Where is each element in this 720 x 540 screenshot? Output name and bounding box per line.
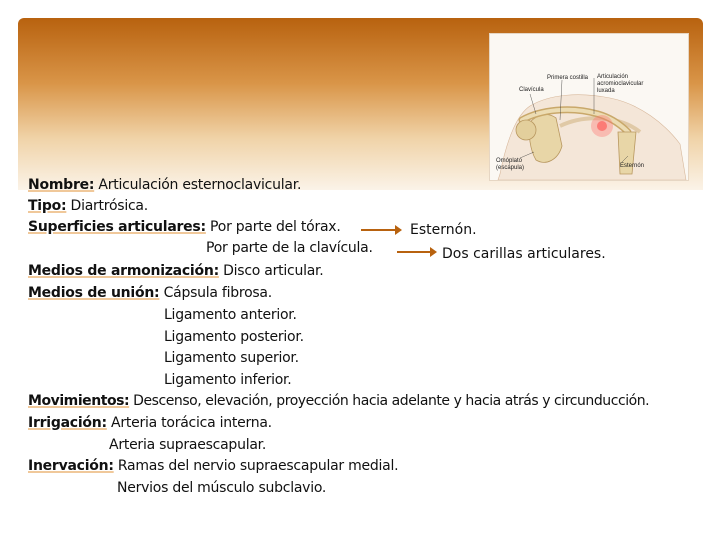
figure-label-line: Omóplato xyxy=(496,158,523,164)
value-tipo: Diartrósica. xyxy=(66,198,148,214)
value-nombre: Articulación esternoclavicular. xyxy=(94,177,302,193)
figure-label-esternon: Esternón xyxy=(620,163,645,169)
arrow-to-esternon xyxy=(361,229,400,231)
line-superficies-clavicula: Por parte de la clavícula. xyxy=(206,240,373,256)
value-inervacion: Ramas del nervio supraescapular medial. xyxy=(113,458,399,474)
term-movimientos: Movimientos: xyxy=(28,393,130,409)
arrow-to-carillas xyxy=(397,251,435,253)
value-movimientos: Descenso, elevación, proyección hacia adelante y hacia atrás y circunducción. xyxy=(129,393,650,409)
list-item-ligamento: Ligamento posterior. xyxy=(164,329,304,345)
term-medios-armonizacion: Medios de armonización: xyxy=(28,263,219,279)
figure-label-omoplato xyxy=(496,158,524,172)
target-esternon: Esternón. xyxy=(410,222,477,238)
figure-label-line: acromioclavicular xyxy=(597,81,644,87)
value-superficies: Por parte del tórax. xyxy=(205,219,341,235)
figure-label-line: Articulación xyxy=(597,74,629,80)
figure-label-clavicula: Clavícula xyxy=(519,87,544,93)
line-inervacion-second: Nervios del músculo subclavio. xyxy=(117,480,327,496)
line-medios-union xyxy=(28,285,272,301)
line-irrigacion-second: Arteria supraescapular. xyxy=(109,437,267,453)
figure-label-line: (escápula) xyxy=(496,165,525,171)
term-inervacion: Inervación: xyxy=(28,458,114,474)
line-superficies xyxy=(28,219,341,235)
value-medios-union: Cápsula fibrosa. xyxy=(159,285,272,301)
line-inervacion xyxy=(28,458,398,474)
line-irrigacion xyxy=(28,415,272,431)
list-item-ligamento: Ligamento anterior. xyxy=(164,307,297,323)
list-item-ligamento: Ligamento inferior. xyxy=(164,372,292,388)
line-movimientos xyxy=(28,393,649,409)
term-superficies: Superficies articulares: xyxy=(28,219,206,235)
figure-label-primera-costilla: Primera costilla xyxy=(547,75,589,81)
term-tipo: Tipo: xyxy=(28,198,67,214)
value-medios-armonizacion: Disco articular. xyxy=(218,263,324,279)
term-irrigacion: Irrigación: xyxy=(28,415,107,431)
list-item-ligamento: Ligamento superior. xyxy=(164,350,299,366)
figure-label-line: luxada xyxy=(597,88,615,94)
target-carillas: Dos carillas articulares. xyxy=(442,246,606,262)
figure-label-articulacion xyxy=(597,74,643,95)
line-nombre xyxy=(28,177,301,193)
line-tipo xyxy=(28,198,148,214)
anatomy-illustration xyxy=(489,33,689,181)
term-medios-union: Medios de unión: xyxy=(28,285,160,301)
line-medios-armonizacion xyxy=(28,263,323,279)
term-nombre: Nombre: xyxy=(28,177,95,193)
value-irrigacion: Arteria torácica interna. xyxy=(106,415,272,431)
